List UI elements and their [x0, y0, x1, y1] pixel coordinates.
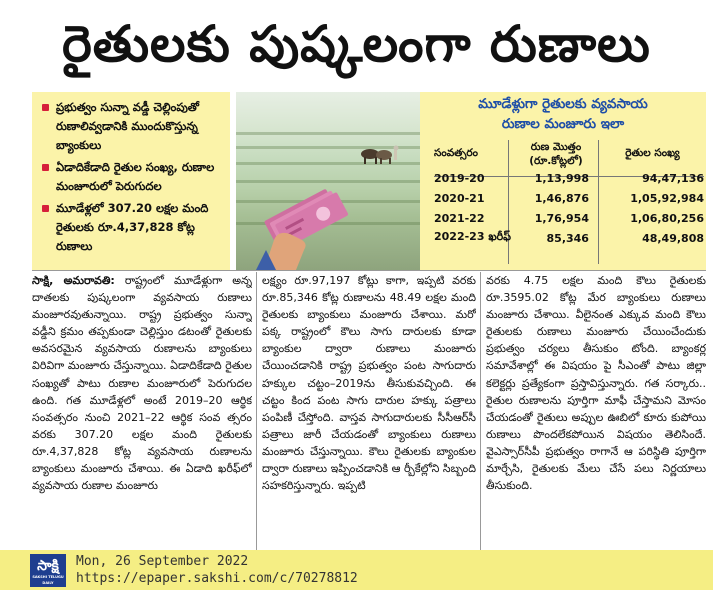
cell-amount: 1,76,954 [534, 211, 589, 225]
article-column-1 [32, 272, 252, 548]
logo-subtext: SAKSHI TELUGU DAILY [32, 575, 64, 585]
header-farmers: రైతుల సంఖ్య [625, 146, 680, 159]
article-column-2 [262, 272, 476, 548]
header-year: సంవత్సరం [434, 146, 478, 159]
header-amount-line-2: (రూ.కోట్లలో) [529, 155, 583, 167]
article-text-2: లక్ష్యం రూ.97,197 కోట్లు కాగా, ఇప్పటి వరకు రూ.85,346 కోట్ల రుణాలను 48.49 లక్షల మంది రైతులకు బ్యాంకులు మంజూరు చేశాయి. మరో పక్క రాష్ట్రంలో కౌలు సాగు దారులకు కూడా బ్యాంకుల ద్వారా రుణాలు మంజూరు చేయించడానికి రాష్ట్ర ప్రభుత్వం పంట సాగుదారు హక్కుల చట్టం–2019ను తీసుకువచ్చింది. ఈ చట్టం కింద పంట సాగు దారుల హక్కు పత్రాలు పంపిణీ చేస్తోంది. వాస్తవ సాగుదారులకు సీసీఆర్‌సీ పత్రాలు జారీ చేయడంతో బ్యాంకులు రుణాలు మంజూరు చేస్తున్నాయి. కౌలు రైతులకు బ్యాంకుల ద్వారా రుణాలు ఇప్పించడానికి ఆ ర్బీకేల్లోని సిబ్బంది సహకరిస్తున్నారు. ఇప్పటి [262, 274, 476, 493]
cash-in-hand-icon [256, 184, 354, 270]
table-row [434, 188, 704, 208]
highlight-item: ఏడాదికేడాది రైతుల సంఖ్య, రుణాల మంజూరులో పెరుగుదల [42, 158, 222, 196]
cell-year: 2020-21 [434, 191, 485, 205]
table-row [434, 168, 704, 188]
highlight-item: ప్రభుత్వం సున్నా వడ్డీ చెల్లింపుతో రుణాలివ్వడానికి ముందుకొస్తున్న బ్యాంకులు [42, 98, 222, 155]
loan-stats-table [434, 140, 704, 248]
cell-year: 2019-20 [434, 171, 485, 185]
header-amount [511, 140, 601, 168]
epaper-link[interactable]: https://epaper.sakshi.com/c/70278812 [76, 571, 358, 586]
table-row [434, 208, 704, 228]
section-divider [32, 270, 706, 271]
highlights-box [32, 92, 230, 270]
bullock-plough-icon [356, 140, 400, 166]
column-divider [256, 272, 257, 550]
stats-title-line-2: రుణాల మంజూరు ఇలా [501, 116, 625, 132]
table-row [434, 228, 704, 248]
edition-date: Mon, 26 September 2022 [76, 554, 249, 569]
cell-year: 2021-22 [434, 211, 485, 225]
footer-bar [0, 550, 713, 590]
headline: రైతులకు పుష్కలంగా రుణాలు [62, 15, 651, 73]
stats-title-line-1: మూడేళ్లుగా రైతులకు వ్యవసాయ [478, 96, 648, 112]
cell-amount: 1,13,998 [534, 171, 589, 185]
cell-farmers: 48,49,808 [642, 231, 704, 245]
farmer-cash-photo [236, 92, 420, 270]
stats-title [420, 92, 706, 134]
article-column-3 [486, 272, 706, 548]
article-text-1: రాష్ట్రంలో మూడేళ్లుగా అన్న దాతలకు పుష్కలంగా వ్యవసాయ రుణాలు మంజూరవుతున్నాయి. రాష్ట్ర ప్రభుత్వం సున్నా వడ్డీని క్రమం తప్పకుండా చెల్లిస్తుం డటంతో రైతులకు అవసరమైన వ్యవసాయ రుణాలను బ్యాంకులు విరివిగా మంజూరు చేస్తున్నాయి. ఏడాదికేడాది రైతుల సంఖ్యతో పాటు రుణాల మంజూరులో పెరుగుదల ఉంది. గత మూడేళ్లలో అంటే 2019–20 ఆర్థిక సంవత్సరం నుంచి 2021–22 ఆర్థిక సంవ త్సరం వరకు 307.20 లక్షల మంది రైతులకు రూ.4,37,828 కోట్ల వ్యవసాయ రుణాలను బ్యాంకులు మంజూరు చేశాయి. ఈ ఏడాది ఖరీఫ్‌లో వ్యవసాయ రుణాల మంజూరు [32, 274, 252, 493]
cell-amount: 85,346 [546, 231, 589, 245]
highlight-item: మూడేళ్లలో 307.20 లక్షల మంది రైతులకు రూ.4,37,828 కోట్ల రుణాలు [42, 199, 222, 256]
cell-farmers: 94,47,136 [642, 171, 704, 185]
sakshi-logo [30, 554, 66, 587]
cell-year: 2022-23 ఖరీఫ్ [434, 230, 511, 243]
table-header-row [434, 140, 704, 168]
dateline: సాక్షి, అమరావతి: [32, 274, 115, 287]
cell-farmers: 1,05,92,984 [630, 191, 704, 205]
logo-text: సాక్షి [37, 558, 59, 574]
article-text-3: వరకు 4.75 లక్షల మంది కౌలు రైతులకు రూ.3595.02 కోట్ల మేర బ్యాంకులు రుణాలు మంజూరు చేశాయి. వీలైనంత ఎక్కువ మంది కౌలు రైతులకు రుణాలు మంజూరు చేయించేందుకు ప్రభుత్వం చర్యలు తీసుకుం టోంది. బ్యాంకర్ల సమావేశాల్లో ఈ విషయం పై సీఎంతో పాటు జిల్లా కలెక్టర్లు ప్రత్యేకంగా ప్రస్తావిస్తున్నారు. గత సర్కారు.. రైతుల రుణాలను పూర్తిగా మాఫీ చేస్తామని మోసం చేయడంతో రైతులు అప్పుల ఊబిలో కూరు కుపోయి రుణాలు పొందలేకపోయిన విషయం తెలిసిందే. వైఎస్సార్‌సీపీ ప్రభుత్వం రాగానే ఆ పరిస్థితి పూర్తిగా మార్చేసి, రైతులకు మేలు చేసే పలు నిర్ణయాలు తీసుకుంది. [486, 274, 706, 493]
cell-farmers: 1,06,80,256 [630, 211, 704, 225]
loan-stats-box [420, 92, 706, 270]
cell-amount: 1,46,876 [534, 191, 589, 205]
column-divider [480, 272, 481, 550]
header-amount-line-1: రుణ మొత్తం [530, 141, 582, 153]
